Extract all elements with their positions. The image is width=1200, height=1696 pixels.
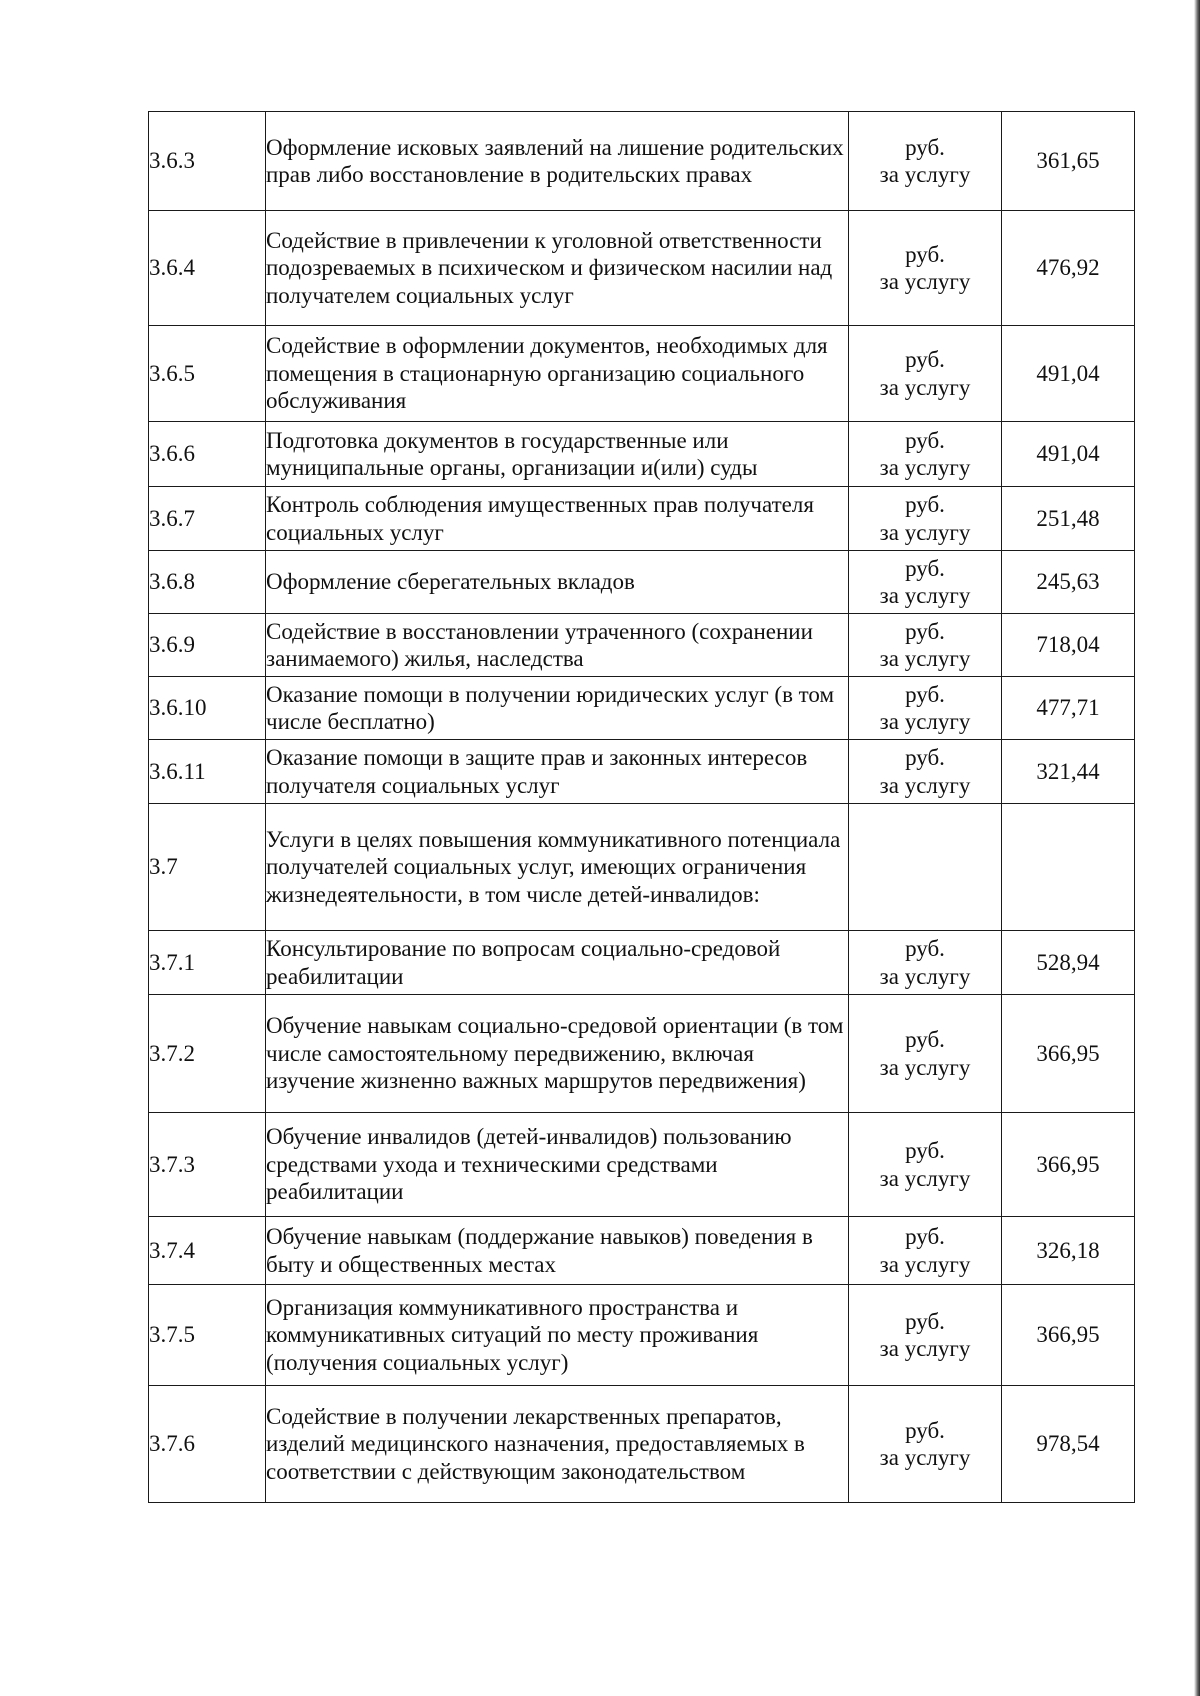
price-cell: 326,18 [1002, 1217, 1135, 1285]
unit-cell [849, 995, 1002, 1113]
unit-per: за услугу [879, 1165, 971, 1191]
table-row [149, 1217, 1135, 1285]
price-cell: 528,94 [1002, 931, 1135, 995]
unit-cell [849, 1386, 1002, 1503]
table-row [149, 211, 1135, 326]
row-number: 3.7.2 [149, 995, 266, 1113]
unit-currency: руб. [905, 936, 945, 961]
price-cell: 491,04 [1002, 422, 1135, 487]
table-row [149, 740, 1135, 804]
row-number: 3.7.3 [149, 1113, 266, 1217]
unit-cell [849, 677, 1002, 740]
service-name: Контроль соблюдения имущественных прав получателя социальных услуг [266, 487, 849, 551]
table-row [149, 804, 1135, 931]
service-name: Консультирование по вопросам социально-средовой реабилитации [266, 931, 849, 995]
unit-currency: руб. [905, 745, 945, 770]
unit-cell [849, 740, 1002, 804]
unit-per: за услугу [879, 963, 971, 989]
unit-cell [849, 931, 1002, 995]
unit-currency: руб. [905, 347, 945, 372]
unit-cell [849, 326, 1002, 422]
table-row [149, 326, 1135, 422]
price-cell: 491,04 [1002, 326, 1135, 422]
unit-currency: руб. [905, 1417, 945, 1443]
row-number: 3.6.7 [149, 487, 266, 551]
row-number: 3.6.6 [149, 422, 266, 487]
service-name: Услуги в целях повышения коммуникативного потенциала получателей социальных услуг, имеющих ограничения жизнедеятельности, в том числе детей-инвалидов: [266, 804, 849, 931]
unit-per: за услугу [879, 772, 971, 798]
unit-currency: руб. [905, 134, 945, 160]
unit-currency: руб. [905, 241, 945, 267]
service-name: Содействие в восстановлении утраченного (сохранении занимаемого) жилья, наследства [266, 614, 849, 677]
price-cell: 718,04 [1002, 614, 1135, 677]
unit-per: за услугу [879, 1336, 971, 1361]
service-name: Оказание помощи в получении юридических услуг (в том числе бесплатно) [266, 677, 849, 740]
price-cell: 245,63 [1002, 551, 1135, 614]
unit-per: за услугу [879, 269, 971, 294]
table-row [149, 1386, 1135, 1503]
table-row [149, 931, 1135, 995]
unit-per: за услугу [879, 709, 971, 734]
unit-cell [849, 422, 1002, 487]
unit-per: за услугу [879, 1251, 971, 1277]
unit-cell [849, 1285, 1002, 1386]
service-name: Подготовка документов в государственные или муниципальные органы, организации и(или) суды [266, 422, 849, 487]
row-number: 3.6.11 [149, 740, 266, 804]
service-name: Содействие в привлечении к уголовной ответственности подозреваемых в психическом и физическом насилии над получателем социальных услуг [266, 211, 849, 326]
unit-per: за услугу [879, 1054, 971, 1080]
service-name: Оформление сберегательных вкладов [266, 551, 849, 614]
row-number: 3.7.5 [149, 1285, 266, 1386]
service-name: Обучение навыкам (поддержание навыков) поведения в быту и общественных местах [266, 1217, 849, 1285]
unit-currency: руб. [905, 492, 945, 517]
table-row [149, 422, 1135, 487]
price-cell: 251,48 [1002, 487, 1135, 551]
unit-cell [849, 112, 1002, 211]
unit-cell [849, 614, 1002, 677]
table-row [149, 1285, 1135, 1386]
unit-per: за услугу [879, 583, 971, 608]
unit-currency: руб. [905, 681, 945, 707]
service-name: Оказание помощи в защите прав и законных интересов получателя социальных услуг [266, 740, 849, 804]
price-cell: 366,95 [1002, 1113, 1135, 1217]
row-number: 3.7 [149, 804, 266, 931]
unit-per: за услугу [879, 374, 971, 400]
unit-per: за услугу [879, 1445, 971, 1470]
unit-currency: руб. [905, 427, 945, 453]
table-row [149, 112, 1135, 211]
unit-per: за услугу [879, 455, 971, 480]
price-cell: 361,65 [1002, 112, 1135, 211]
unit-cell [849, 551, 1002, 614]
service-name: Содействие в получении лекарственных препаратов, изделий медицинского назначения, предоставляемых в соответствии с действующим законодательством [266, 1386, 849, 1503]
unit-cell [849, 487, 1002, 551]
unit-currency: руб. [905, 1138, 945, 1163]
unit-per: за услугу [879, 646, 971, 671]
row-number: 3.7.4 [149, 1217, 266, 1285]
row-number: 3.6.10 [149, 677, 266, 740]
price-cell: 476,92 [1002, 211, 1135, 326]
unit-currency: руб. [905, 1224, 945, 1249]
row-number: 3.7.6 [149, 1386, 266, 1503]
scan-edge-shadow [1194, 0, 1200, 1696]
unit-currency: руб. [905, 555, 945, 581]
row-number: 3.6.9 [149, 614, 266, 677]
row-number: 3.6.5 [149, 326, 266, 422]
price-cell: 978,54 [1002, 1386, 1135, 1503]
table-row [149, 487, 1135, 551]
unit-per: за услугу [879, 519, 971, 545]
service-name: Обучение навыкам социально-средовой ориентации (в том числе самостоятельному передвижению, включая изучение жизненно важных маршрутов передвижения) [266, 995, 849, 1113]
price-cell: 366,95 [1002, 995, 1135, 1113]
service-name: Оформление исковых заявлений на лишение родительских прав либо восстановление в родительских правах [266, 112, 849, 211]
unit-currency: руб. [905, 1308, 945, 1334]
service-name: Содействие в оформлении документов, необходимых для помещения в стационарную организацию социального обслуживания [266, 326, 849, 422]
price-cell [1002, 804, 1135, 931]
service-name: Обучение инвалидов (детей-инвалидов) пользованию средствами ухода и техническими средствами реабилитации [266, 1113, 849, 1217]
price-cell: 477,71 [1002, 677, 1135, 740]
unit-currency: руб. [905, 1027, 945, 1052]
table-row [149, 995, 1135, 1113]
table-row [149, 614, 1135, 677]
unit-per: за услугу [879, 162, 971, 187]
tariff-table [148, 111, 1135, 1503]
unit-cell [849, 804, 1002, 931]
price-cell: 321,44 [1002, 740, 1135, 804]
table-row [149, 1113, 1135, 1217]
unit-currency: руб. [905, 618, 945, 644]
table-row [149, 551, 1135, 614]
service-name: Организация коммуникативного пространства и коммуникативных ситуаций по месту проживания (получения социальных услуг) [266, 1285, 849, 1386]
unit-cell [849, 1217, 1002, 1285]
row-number: 3.6.4 [149, 211, 266, 326]
table-row [149, 677, 1135, 740]
unit-cell [849, 1113, 1002, 1217]
row-number: 3.6.8 [149, 551, 266, 614]
row-number: 3.7.1 [149, 931, 266, 995]
row-number: 3.6.3 [149, 112, 266, 211]
price-cell: 366,95 [1002, 1285, 1135, 1386]
unit-cell [849, 211, 1002, 326]
